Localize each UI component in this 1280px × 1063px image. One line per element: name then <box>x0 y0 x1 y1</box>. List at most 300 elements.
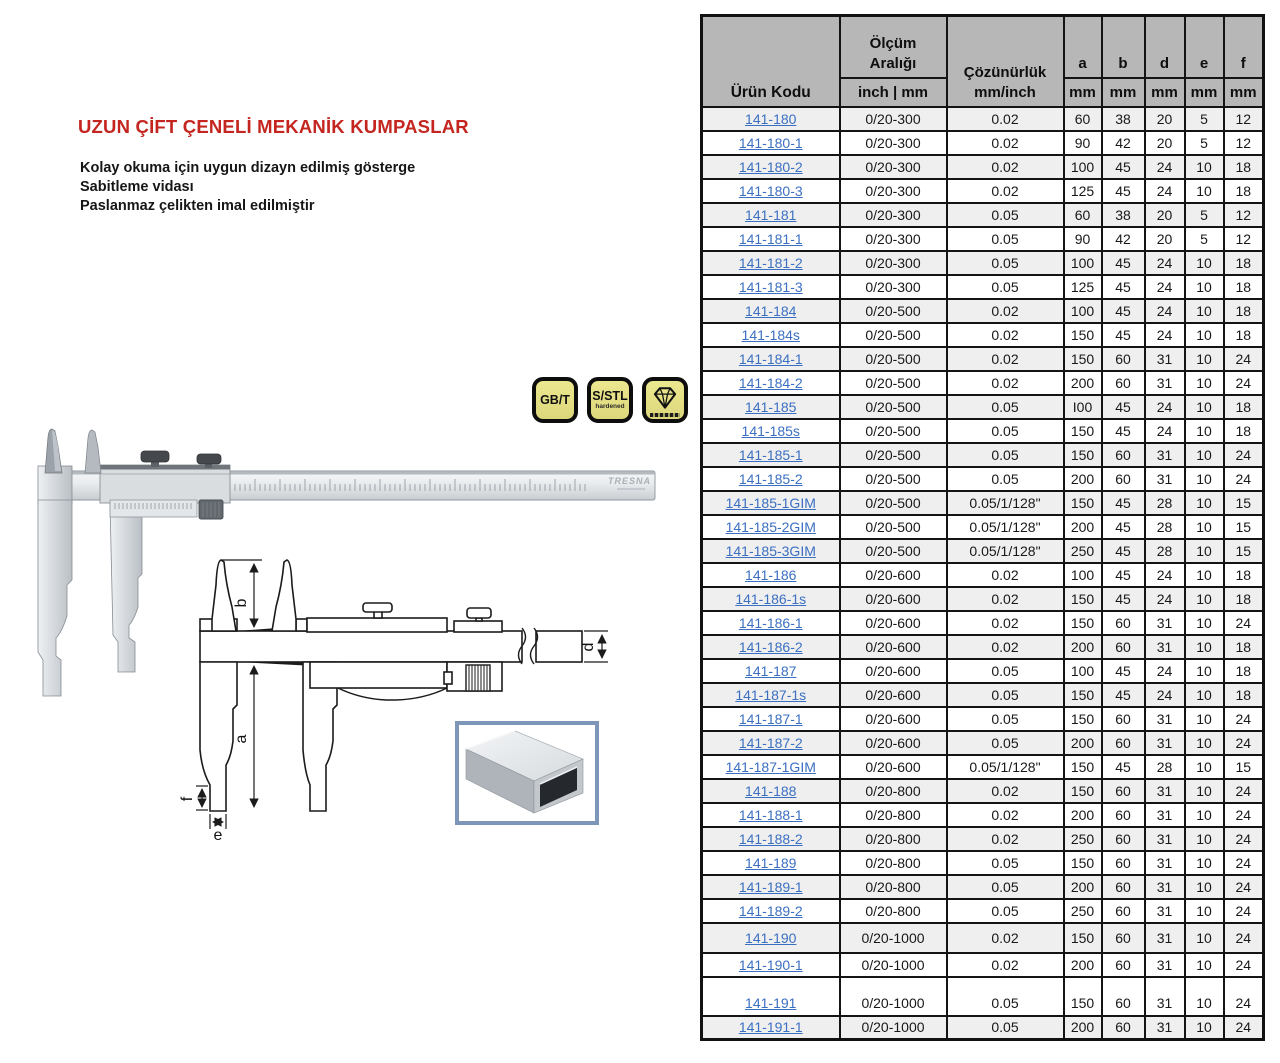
dim-a-cell: 200 <box>1064 803 1102 827</box>
product-code-link[interactable]: 141-189-2 <box>738 902 803 919</box>
dim-f-cell: 24 <box>1224 875 1264 899</box>
range-cell: 0/20-600 <box>840 683 947 707</box>
dim-b-cell: 45 <box>1102 299 1145 323</box>
dim-f-cell: 15 <box>1224 515 1264 539</box>
resolution-cell: 0.02 <box>947 131 1064 155</box>
dim-unit-header: mm <box>1224 78 1264 107</box>
resolution-cell: 0.05 <box>947 1016 1064 1040</box>
resolution-cell: 0.02 <box>947 923 1064 953</box>
dim-f-cell: 24 <box>1224 803 1264 827</box>
dim-d-cell: 24 <box>1145 155 1185 179</box>
resolution-header-unit: mm/inch <box>974 83 1036 101</box>
col-header-dim-e: e <box>1185 16 1224 78</box>
resolution-cell: 0.02 <box>947 635 1064 659</box>
product-code-link[interactable]: 141-191 <box>745 994 797 1011</box>
product-code-cell <box>702 755 840 779</box>
dim-e-cell: 10 <box>1185 371 1224 395</box>
resolution-cell: 0.05/1/128" <box>947 539 1064 563</box>
table-row <box>702 875 1264 899</box>
resolution-cell: 0.02 <box>947 155 1064 179</box>
table-row <box>702 755 1264 779</box>
product-code-link[interactable]: 141-185-1GIM <box>725 494 816 511</box>
table-row <box>702 635 1264 659</box>
resolution-header-label: Çözünürlük <box>963 63 1047 81</box>
range-cell: 0/20-500 <box>840 323 947 347</box>
dim-b-cell: 60 <box>1102 875 1145 899</box>
col-header-resolution <box>947 16 1064 107</box>
range-cell: 0/20-500 <box>840 467 947 491</box>
dim-e-cell: 10 <box>1185 251 1224 275</box>
dim-d-cell: 31 <box>1145 635 1185 659</box>
dim-a-cell: 150 <box>1064 851 1102 875</box>
resolution-cell: 0.05 <box>947 419 1064 443</box>
product-code-cell <box>702 155 840 179</box>
product-code-cell <box>702 539 840 563</box>
dim-b-cell: 60 <box>1102 635 1145 659</box>
dim-b-cell: 60 <box>1102 1016 1145 1040</box>
table-row <box>702 275 1264 299</box>
dim-a-cell: 150 <box>1064 419 1102 443</box>
range-cell: 0/20-500 <box>840 299 947 323</box>
product-code-link[interactable]: 141-187 <box>745 662 797 679</box>
product-code-link[interactable]: 141-181-1 <box>738 230 803 247</box>
badge-fineprint <box>650 413 680 417</box>
table-row <box>702 443 1264 467</box>
dim-f-cell: 18 <box>1224 395 1264 419</box>
diamond-icon <box>648 384 682 411</box>
dim-d-cell: 28 <box>1145 515 1185 539</box>
dim-a-cell: I00 <box>1064 395 1102 419</box>
dim-d-cell: 24 <box>1145 587 1185 611</box>
dim-a-cell: 100 <box>1064 251 1102 275</box>
product-code-link[interactable]: 141-185-3GIM <box>725 542 816 559</box>
dim-a-cell: 60 <box>1064 203 1102 227</box>
product-code-cell <box>702 827 840 851</box>
dim-b-cell: 38 <box>1102 203 1145 227</box>
product-code-cell <box>702 419 840 443</box>
product-code-link[interactable]: 141-184s <box>741 326 800 343</box>
dim-label-e: e <box>213 827 223 844</box>
gbt-badge-label: GB/T <box>540 392 570 407</box>
dim-f-cell: 12 <box>1224 131 1264 155</box>
range-cell: 0/20-600 <box>840 587 947 611</box>
dim-d-cell: 31 <box>1145 707 1185 731</box>
product-code-link[interactable]: 141-187-1s <box>735 686 807 703</box>
resolution-cell: 0.02 <box>947 827 1064 851</box>
product-code-link[interactable]: 141-180-1 <box>738 134 803 151</box>
dim-b-cell: 60 <box>1102 611 1145 635</box>
dim-a-cell: 60 <box>1064 107 1102 131</box>
col-header-dim-a: a <box>1064 16 1102 78</box>
dim-e-cell: 5 <box>1185 227 1224 251</box>
product-code-cell <box>702 977 840 1016</box>
table-row <box>702 539 1264 563</box>
product-code-link[interactable]: 141-181-3 <box>738 278 803 295</box>
dim-f-cell: 18 <box>1224 323 1264 347</box>
dim-e-cell: 10 <box>1185 875 1224 899</box>
product-code-cell <box>702 179 840 203</box>
dim-d-cell: 31 <box>1145 803 1185 827</box>
product-code-link[interactable]: 141-186-1s <box>735 590 807 607</box>
product-code-cell <box>702 953 840 977</box>
dim-d-cell: 24 <box>1145 659 1185 683</box>
product-code-link[interactable]: 141-191-1 <box>738 1019 803 1036</box>
product-code-link[interactable]: 141-187-2 <box>738 734 803 751</box>
dim-b-cell: 45 <box>1102 491 1145 515</box>
table-row <box>702 155 1264 179</box>
dim-e-cell: 10 <box>1185 587 1224 611</box>
carbide-diamond-badge <box>642 377 688 423</box>
resolution-cell: 0.05 <box>947 977 1064 1016</box>
range-cell: 0/20-1000 <box>840 977 947 1016</box>
range-cell: 0/20-300 <box>840 251 947 275</box>
page-title: UZUN ÇİFT ÇENELİ MEKANİK KUMPASLAR <box>78 116 469 137</box>
product-code-cell <box>702 899 840 923</box>
table-row <box>702 227 1264 251</box>
dim-d-cell: 28 <box>1145 539 1185 563</box>
dim-b-cell: 60 <box>1102 953 1145 977</box>
product-code-link[interactable]: 141-180-3 <box>738 182 803 199</box>
dim-a-cell: 150 <box>1064 443 1102 467</box>
dim-f-cell: 18 <box>1224 275 1264 299</box>
dim-e-cell: 10 <box>1185 155 1224 179</box>
dim-d-cell: 31 <box>1145 347 1185 371</box>
col-header-dim-b: b <box>1102 16 1145 78</box>
dim-e-cell: 10 <box>1185 539 1224 563</box>
sstl-badge-label: S/STL <box>592 388 628 403</box>
dim-d-cell: 31 <box>1145 731 1185 755</box>
dim-e-cell: 10 <box>1185 803 1224 827</box>
dim-f-cell: 24 <box>1224 953 1264 977</box>
table-row <box>702 923 1264 953</box>
resolution-cell: 0.02 <box>947 107 1064 131</box>
product-code-cell <box>702 851 840 875</box>
table-row <box>702 851 1264 875</box>
resolution-cell: 0.05 <box>947 899 1064 923</box>
dim-b-cell: 60 <box>1102 827 1145 851</box>
dim-a-cell: 200 <box>1064 515 1102 539</box>
dim-e-cell: 10 <box>1185 515 1224 539</box>
table-row <box>702 659 1264 683</box>
range-cell: 0/20-500 <box>840 419 947 443</box>
dim-a-cell: 100 <box>1064 155 1102 179</box>
product-code-link[interactable]: 141-186-2 <box>738 638 803 655</box>
range-cell: 0/20-800 <box>840 827 947 851</box>
feature-list <box>80 159 415 216</box>
dim-e-cell: 5 <box>1185 203 1224 227</box>
dim-f-cell: 12 <box>1224 227 1264 251</box>
dim-e-cell: 10 <box>1185 419 1224 443</box>
dim-a-cell: 150 <box>1064 587 1102 611</box>
product-code-link[interactable]: 141-185-2 <box>738 470 803 487</box>
product-code-link[interactable]: 141-180-2 <box>738 158 803 175</box>
product-code-cell <box>702 731 840 755</box>
dim-a-cell: 90 <box>1064 227 1102 251</box>
resolution-cell: 0.02 <box>947 587 1064 611</box>
product-code-link[interactable]: 141-188 <box>745 782 797 799</box>
range-cell: 0/20-600 <box>840 707 947 731</box>
dim-e-cell: 10 <box>1185 395 1224 419</box>
dim-f-cell: 15 <box>1224 755 1264 779</box>
product-code-link[interactable]: 141-181-2 <box>738 254 803 271</box>
product-code-link[interactable]: 141-187-1GIM <box>725 758 816 775</box>
moving-knife-jaw <box>85 430 101 473</box>
dim-b-cell: 60 <box>1102 899 1145 923</box>
range-header-line2: Aralığı <box>869 54 917 72</box>
product-code-cell <box>702 683 840 707</box>
dim-b-cell: 60 <box>1102 851 1145 875</box>
dim-d-cell: 31 <box>1145 827 1185 851</box>
resolution-cell: 0.05 <box>947 443 1064 467</box>
dim-a-cell: 150 <box>1064 755 1102 779</box>
dim-a-cell: 150 <box>1064 323 1102 347</box>
product-code-link[interactable]: 141-185-1 <box>738 446 803 463</box>
dim-unit-header: mm <box>1102 78 1145 107</box>
dim-b-cell: 60 <box>1102 707 1145 731</box>
slider-assembly <box>100 451 230 519</box>
dim-d-cell: 24 <box>1145 395 1185 419</box>
resolution-cell: 0.05 <box>947 707 1064 731</box>
dim-b-cell: 60 <box>1102 347 1145 371</box>
feature-item: Paslanmaz çelikten imal edilmiştir <box>80 198 315 214</box>
product-code-cell <box>702 587 840 611</box>
dim-e-cell: 10 <box>1185 443 1224 467</box>
range-cell: 0/20-300 <box>840 203 947 227</box>
dim-b-cell: 45 <box>1102 563 1145 587</box>
product-code-link[interactable]: 141-188-1 <box>738 806 803 823</box>
resolution-cell: 0.02 <box>947 179 1064 203</box>
product-code-link[interactable]: 141-184-1 <box>738 350 803 367</box>
dim-d-cell: 24 <box>1145 275 1185 299</box>
dim-d-cell: 28 <box>1145 491 1185 515</box>
product-code-cell <box>702 803 840 827</box>
dim-f-cell: 18 <box>1224 251 1264 275</box>
brand-subtext-mark <box>617 488 645 490</box>
product-code-cell <box>702 875 840 899</box>
product-code-cell <box>702 779 840 803</box>
table-row <box>702 611 1264 635</box>
dim-d-cell: 24 <box>1145 683 1185 707</box>
dim-e-cell: 10 <box>1185 635 1224 659</box>
dim-d-cell: 31 <box>1145 611 1185 635</box>
resolution-cell: 0.02 <box>947 323 1064 347</box>
dim-f-cell: 24 <box>1224 371 1264 395</box>
dim-d-cell: 20 <box>1145 227 1185 251</box>
product-code-cell <box>702 707 840 731</box>
dim-a-cell: 150 <box>1064 491 1102 515</box>
product-code-link[interactable]: 141-185s <box>741 422 800 439</box>
range-unit-header: inch | mm <box>840 78 947 107</box>
product-code-link[interactable]: 141-181 <box>745 206 797 223</box>
dim-d-cell: 31 <box>1145 467 1185 491</box>
table-row <box>702 395 1264 419</box>
product-code-cell <box>702 395 840 419</box>
table-row <box>702 563 1264 587</box>
dim-a-cell: 100 <box>1064 299 1102 323</box>
dim-d-cell: 28 <box>1145 755 1185 779</box>
col-header-dim-f: f <box>1224 16 1264 78</box>
dim-d-cell: 31 <box>1145 923 1185 953</box>
product-code-link[interactable]: 141-184-2 <box>738 374 803 391</box>
dim-d-cell: 31 <box>1145 443 1185 467</box>
product-code-link[interactable]: 141-185-2GIM <box>725 518 816 535</box>
range-cell: 0/20-600 <box>840 611 947 635</box>
dim-e-cell: 10 <box>1185 467 1224 491</box>
fine-adjust-screw-cap <box>197 454 221 464</box>
technical-drawing <box>150 545 670 865</box>
table-row <box>702 371 1264 395</box>
range-cell: 0/20-1000 <box>840 953 947 977</box>
range-cell: 0/20-800 <box>840 875 947 899</box>
dim-b-cell: 60 <box>1102 923 1145 953</box>
dim-f-cell: 24 <box>1224 347 1264 371</box>
dim-f-cell: 18 <box>1224 563 1264 587</box>
product-code-link[interactable]: 141-190 <box>745 929 797 946</box>
dim-f-cell: 18 <box>1224 587 1264 611</box>
dim-d-cell: 31 <box>1145 899 1185 923</box>
arm-curve <box>338 688 447 700</box>
product-code-link[interactable]: 141-185 <box>745 398 797 415</box>
dim-e-cell: 10 <box>1185 611 1224 635</box>
resolution-cell: 0.05 <box>947 731 1064 755</box>
table-row <box>702 491 1264 515</box>
spec-table <box>700 14 1265 1041</box>
inset-profile-photo <box>457 723 597 823</box>
product-code-link[interactable]: 141-180 <box>745 110 797 127</box>
dim-e-cell: 10 <box>1185 275 1224 299</box>
table-row <box>702 419 1264 443</box>
resolution-cell: 0.02 <box>947 779 1064 803</box>
product-code-cell <box>702 299 840 323</box>
product-code-link[interactable]: 141-188-2 <box>738 830 803 847</box>
product-code-cell <box>702 563 840 587</box>
resolution-cell: 0.02 <box>947 563 1064 587</box>
range-cell: 0/20-500 <box>840 515 947 539</box>
dim-a-cell: 150 <box>1064 923 1102 953</box>
resolution-cell: 0.05/1/128" <box>947 755 1064 779</box>
range-cell: 0/20-600 <box>840 563 947 587</box>
resolution-cell: 0.05 <box>947 203 1064 227</box>
product-code-link[interactable]: 141-190-1 <box>738 956 803 973</box>
resolution-cell: 0.02 <box>947 299 1064 323</box>
resolution-cell: 0.05 <box>947 251 1064 275</box>
product-code-cell <box>702 227 840 251</box>
dim-f-cell: 24 <box>1224 707 1264 731</box>
product-code-cell <box>702 467 840 491</box>
feature-item: Sabitleme vidası <box>80 179 194 195</box>
resolution-cell: 0.05 <box>947 851 1064 875</box>
range-cell: 0/20-800 <box>840 899 947 923</box>
spec-table-header <box>702 16 1264 107</box>
dim-d-cell: 20 <box>1145 131 1185 155</box>
product-code-link[interactable]: 141-186-1 <box>738 614 803 631</box>
table-row <box>702 731 1264 755</box>
dim-a-cell: 200 <box>1064 371 1102 395</box>
product-code-link[interactable]: 141-189-1 <box>738 878 803 895</box>
range-cell: 0/20-800 <box>840 779 947 803</box>
product-code-cell <box>702 323 840 347</box>
dim-f-cell: 15 <box>1224 539 1264 563</box>
col-header-product-code: Ürün Kodu <box>702 16 840 107</box>
product-code-link[interactable]: 141-186 <box>745 566 797 583</box>
product-code-cell <box>702 275 840 299</box>
table-row <box>702 467 1264 491</box>
resolution-cell: 0.05 <box>947 227 1064 251</box>
dim-e-cell: 10 <box>1185 347 1224 371</box>
dim-f-cell: 18 <box>1224 155 1264 179</box>
range-cell: 0/20-500 <box>840 443 947 467</box>
product-code-cell <box>702 515 840 539</box>
product-code-link[interactable]: 141-187-1 <box>738 710 803 727</box>
dim-a-cell: 150 <box>1064 977 1102 1016</box>
dim-f-cell: 24 <box>1224 851 1264 875</box>
range-cell: 0/20-300 <box>840 107 947 131</box>
product-code-cell <box>702 203 840 227</box>
range-cell: 0/20-1000 <box>840 923 947 953</box>
sstl-badge-sublabel: hardened <box>595 402 625 410</box>
dim-e-cell: 10 <box>1185 977 1224 1016</box>
dim-f-cell: 12 <box>1224 203 1264 227</box>
table-row <box>702 323 1264 347</box>
resolution-cell: 0.02 <box>947 953 1064 977</box>
product-code-cell <box>702 251 840 275</box>
product-code-cell <box>702 635 840 659</box>
dim-a-cell: 200 <box>1064 467 1102 491</box>
product-code-link[interactable]: 141-189 <box>745 854 797 871</box>
range-cell: 0/20-500 <box>840 371 947 395</box>
table-row <box>702 203 1264 227</box>
table-row <box>702 953 1264 977</box>
fixed-jaw <box>38 466 72 696</box>
dim-b-cell: 60 <box>1102 371 1145 395</box>
dim-f-cell: 24 <box>1224 467 1264 491</box>
dim-e-cell: 10 <box>1185 299 1224 323</box>
dim-e-cell: 10 <box>1185 179 1224 203</box>
range-cell: 0/20-600 <box>840 635 947 659</box>
dim-f-cell: 24 <box>1224 611 1264 635</box>
range-cell: 0/20-500 <box>840 347 947 371</box>
dim-e-cell: 10 <box>1185 779 1224 803</box>
table-row <box>702 779 1264 803</box>
dim-label-b: b <box>233 598 250 608</box>
product-code-link[interactable]: 141-184 <box>745 302 797 319</box>
dim-a-cell: 150 <box>1064 683 1102 707</box>
dim-b-cell: 45 <box>1102 683 1145 707</box>
dim-b-cell: 42 <box>1102 131 1145 155</box>
table-row <box>702 299 1264 323</box>
range-cell: 0/20-300 <box>840 227 947 251</box>
dim-label-f: f <box>179 796 196 802</box>
product-code-cell <box>702 107 840 131</box>
dim-f-cell: 18 <box>1224 659 1264 683</box>
lock-screw-stem <box>151 462 159 467</box>
dim-unit-header: mm <box>1064 78 1102 107</box>
lock-screw-cap <box>141 451 169 462</box>
table-row <box>702 107 1264 131</box>
dim-d-cell: 31 <box>1145 1016 1185 1040</box>
resolution-cell: 0.05 <box>947 875 1064 899</box>
dim-d-cell: 24 <box>1145 179 1185 203</box>
dim-b-cell: 60 <box>1102 467 1145 491</box>
dim-a-cell: 90 <box>1064 131 1102 155</box>
dim-f-cell: 18 <box>1224 635 1264 659</box>
range-header-line1: Ölçüm <box>869 34 917 52</box>
resolution-cell: 0.05/1/128" <box>947 515 1064 539</box>
dim-b-cell: 38 <box>1102 107 1145 131</box>
dim-label-a: a <box>233 734 250 744</box>
table-row <box>702 1016 1264 1040</box>
dim-b-cell: 60 <box>1102 731 1145 755</box>
